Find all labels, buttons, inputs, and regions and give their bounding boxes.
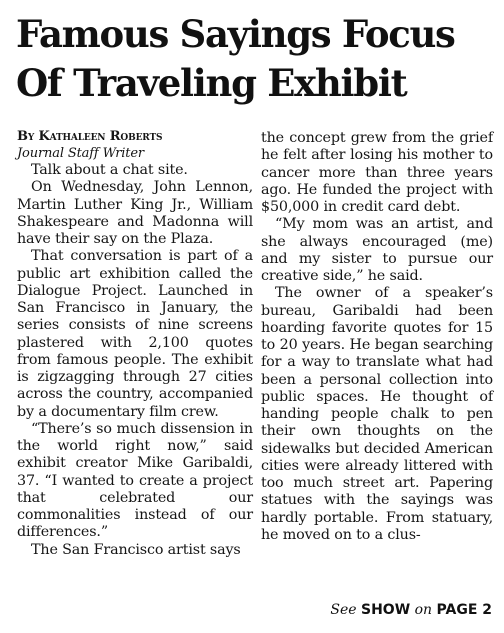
headline-line-1: Famous Sayings Focus xyxy=(16,12,455,56)
jump-see: See xyxy=(330,602,357,618)
jump-on: on xyxy=(414,602,433,618)
paragraph: The San Francisco artist says xyxy=(31,541,241,558)
paragraph: “There’s so much dissension in the world right now,” said exhibit creator Mike Garibaldi, 37. “I wanted to create a project that celebrated our commonalities instead of our differences.” xyxy=(17,420,253,541)
headline-line-2: Of Traveling Exhibit xyxy=(16,61,407,105)
paragraph-continued: the concept grew from the grief he felt after losing his mother to cancer more than three years ago. He funded the project with $50,000 in credit card debt. xyxy=(261,130,493,215)
headline xyxy=(16,10,496,108)
paragraph: The owner of a speaker’s bureau, Garibaldi had been hoarding favorite quotes for 15 to 20 years. He began searching for a way to translate what had been a personal collection into public spaces. He thought of handing people chalk to pen their own thoughts on the sidewalks but decided American cities were already littered with too much street art. Papering statues with the sayings was hardly portable. From statuary, he moved on to a clus- xyxy=(261,285,493,543)
byline-affiliation: Journal Staff Writer xyxy=(17,146,144,161)
jump-section: SHOW xyxy=(361,602,411,618)
paragraph: Talk about a chat site. xyxy=(31,162,188,178)
right-column xyxy=(261,130,493,544)
paragraph: That conversation is part of a public art exhibition called the Dialogue Project. Launched in San Francisco in January, the series consists of nine screens plastered with 2,100 quotes from famous people. The exhibit is zigzagging through 27 cities across the country, accompanied by a documentary film crew. xyxy=(17,248,253,420)
byline-author: By Kathaleen Roberts xyxy=(17,129,163,144)
jump-line xyxy=(330,602,492,618)
paragraph: On Wednesday, John Lennon, Martin Luther King Jr., William Shakespeare and Madonna will have their say on the Plaza. xyxy=(17,179,253,247)
left-column xyxy=(17,128,253,559)
jump-page: PAGE 2 xyxy=(436,602,492,618)
paragraph: “My mom was an artist, and she always encouraged (me) and my sister to pursue our creative side,” he said. xyxy=(261,216,493,284)
